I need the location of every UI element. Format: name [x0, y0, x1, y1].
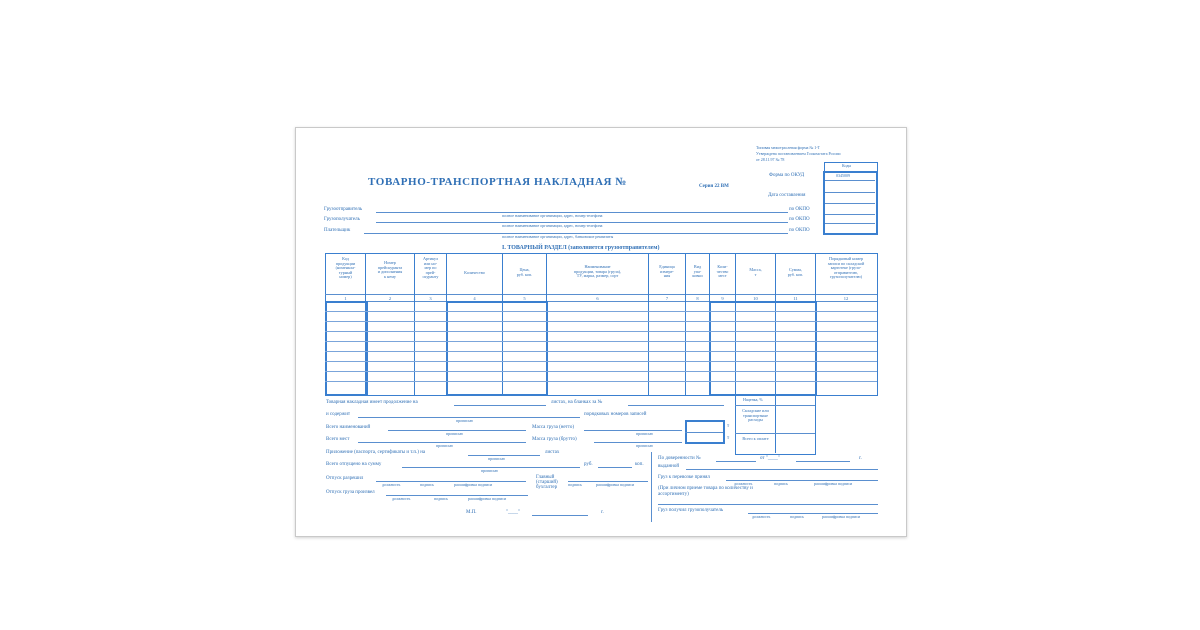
col-number: 6: [596, 296, 599, 301]
col-number: 12: [843, 296, 849, 301]
year-label: г.: [859, 456, 862, 461]
col-number: 8: [696, 296, 699, 301]
codes-label: Коды: [842, 163, 852, 168]
col-header-product-code: Код продукции (номенкла- турный номер): [335, 256, 356, 280]
from-label: от "____": [760, 456, 780, 461]
col-header-package: Вид упа- ковки: [692, 264, 703, 279]
col-header-mass: Масса, т: [749, 267, 762, 277]
decoding-hint: расшифровка подписи: [814, 481, 853, 486]
signature-hint: подпись: [774, 481, 788, 486]
shipper-okpo: по ОКПО: [789, 207, 810, 212]
shipper-label: Грузоотправитель: [324, 207, 363, 212]
form-note-2: Утверждена постановлением Госкомстата России: [756, 151, 841, 156]
issued-label: выданной: [658, 464, 680, 469]
total-items-label: Всего наименований: [326, 425, 371, 430]
stamp-label: М.П.: [466, 510, 477, 515]
payer-hint: полное наименование организации, адрес, банковские реквизиты: [502, 234, 614, 239]
payer-okpo: по ОКПО: [789, 228, 810, 233]
year-label: г.: [601, 510, 604, 515]
propisyu-hint: прописью: [636, 443, 654, 448]
col-header-price: Цена, руб. коп.: [516, 267, 533, 277]
cargo-accepted-label: Груз к перевозке принял: [658, 475, 710, 480]
decoding-hint: расшифровка подписи: [454, 482, 493, 487]
kop-label: коп.: [635, 462, 644, 467]
attachment-label: Приложение (паспорта, сертификаты и т.п.) на: [326, 450, 426, 455]
col-header-places: Коли- чество мест: [716, 264, 729, 279]
consignee-okpo: по ОКПО: [789, 217, 810, 222]
col-header-product-name: Наименование продукции, товара (груза), ТУ, марка, размер, сорт: [573, 264, 622, 279]
sheets-label: листах: [545, 450, 560, 455]
col-header-article: Артикул или но- мер по прей- скуранту: [422, 256, 439, 280]
propisyu-hint: прописью: [436, 443, 454, 448]
form-note-3: от 28.11.97 № 78: [756, 157, 785, 162]
date-quote: "____": [506, 510, 521, 515]
propisyu-hint: прописью: [481, 468, 499, 473]
rub-label: руб.: [584, 462, 593, 467]
total-places-label: Всего мест: [326, 437, 350, 442]
position-hint: должность: [752, 514, 771, 519]
cargo-received-label: Груз получил грузополучатель: [658, 508, 724, 513]
propisyu-hint: прописью: [456, 418, 474, 423]
propisyu-hint: прописью: [636, 431, 654, 436]
decoding-hint: расшифровка подписи: [822, 514, 861, 519]
warehouse-costs-label: Складские или транспортные расходы: [742, 408, 769, 423]
net-mass-label: Масса груза (нетто): [532, 425, 575, 430]
col-number: 9: [721, 296, 724, 301]
section-title: I. ТОВАРНЫЙ РАЗДЕЛ (заполняется грузоотправителем): [502, 245, 660, 251]
col-header-quantity: Количество: [464, 270, 485, 275]
consignee-hint: полное наименование организации, адрес, номер телефона: [502, 223, 603, 228]
col-header-price-list: Номер прейскуранта и дополнения к нему: [377, 260, 403, 279]
okud-code: 0345009: [836, 173, 850, 178]
form-note-1: Типовая межотраслевая форма № 1-Т: [756, 145, 820, 150]
decoding-hint: расшифровка подписи: [596, 482, 635, 487]
position-hint: должность: [734, 481, 753, 486]
serial-records-label: порядковых номеров записей: [584, 412, 647, 417]
col-number: 11: [793, 296, 798, 301]
released-sum-label: Всего отпущено на сумму: [326, 462, 382, 467]
signature-hint: подпись: [434, 496, 448, 501]
release-allowed-label: Отпуск разрешил: [326, 476, 364, 481]
signature-hint: подпись: [790, 514, 804, 519]
consignee-label: Грузополучатель: [324, 217, 360, 222]
position-hint: должность: [382, 482, 401, 487]
page-title: ТОВАРНО-ТРАНСПОРТНАЯ НАКЛАДНАЯ №: [368, 176, 628, 188]
col-number: 2: [388, 296, 392, 301]
position-hint: должность: [392, 496, 411, 501]
power-of-attorney-label: По доверенности №: [658, 456, 701, 461]
gross-mass-label: Масса груза (брутто): [532, 437, 577, 442]
signature-hint: подпись: [568, 482, 582, 487]
col-number: 4: [473, 296, 476, 301]
decoding-hint: расшифровка подписи: [468, 496, 507, 501]
waybill-form: [295, 127, 907, 537]
col-number: 1: [344, 296, 347, 301]
unit-t: т: [727, 424, 730, 429]
propisyu-hint: прописью: [488, 456, 506, 461]
col-number: 7: [665, 296, 669, 301]
contains-label: и содержит: [326, 412, 351, 417]
sheets-on-label: листах, на бланках за №: [551, 400, 603, 405]
markup-label: Наценка, %: [743, 397, 763, 402]
col-header-sum: Сумма, руб. коп.: [787, 267, 804, 277]
payer-label: Плательщик: [324, 228, 351, 233]
continuation-label: Товарная накладная имеет продолжение на: [326, 400, 418, 405]
signature-hint: подпись: [420, 482, 434, 487]
col-header-unit: Единица измере- ния: [659, 264, 675, 279]
note-accept-label: (При личном приеме товара по количеству и ассортименту): [658, 486, 753, 497]
col-number: 5: [523, 296, 526, 301]
unit-t: т: [727, 436, 730, 441]
col-number: 3: [429, 296, 432, 301]
total-to-pay-label: Всего к оплате: [742, 436, 769, 441]
release-made-label: Отпуск груза произвел: [326, 490, 375, 495]
chief-accountant-label: Главный (старший) бухгалтер: [536, 475, 558, 490]
propisyu-hint: прописью: [446, 431, 464, 436]
shipper-hint: полное наименование организации, адрес, номер телефона: [502, 213, 603, 218]
okud-label: Форма по ОКУД: [769, 173, 805, 178]
col-header-record-number: Порядковый номер записи по складской картотеке (грузо- отправителю, грузополучателю): [827, 256, 865, 280]
col-number: 10: [753, 296, 758, 301]
date-label: Дата составления: [768, 193, 806, 198]
series-label: Серия 22 ВМ: [699, 184, 729, 189]
